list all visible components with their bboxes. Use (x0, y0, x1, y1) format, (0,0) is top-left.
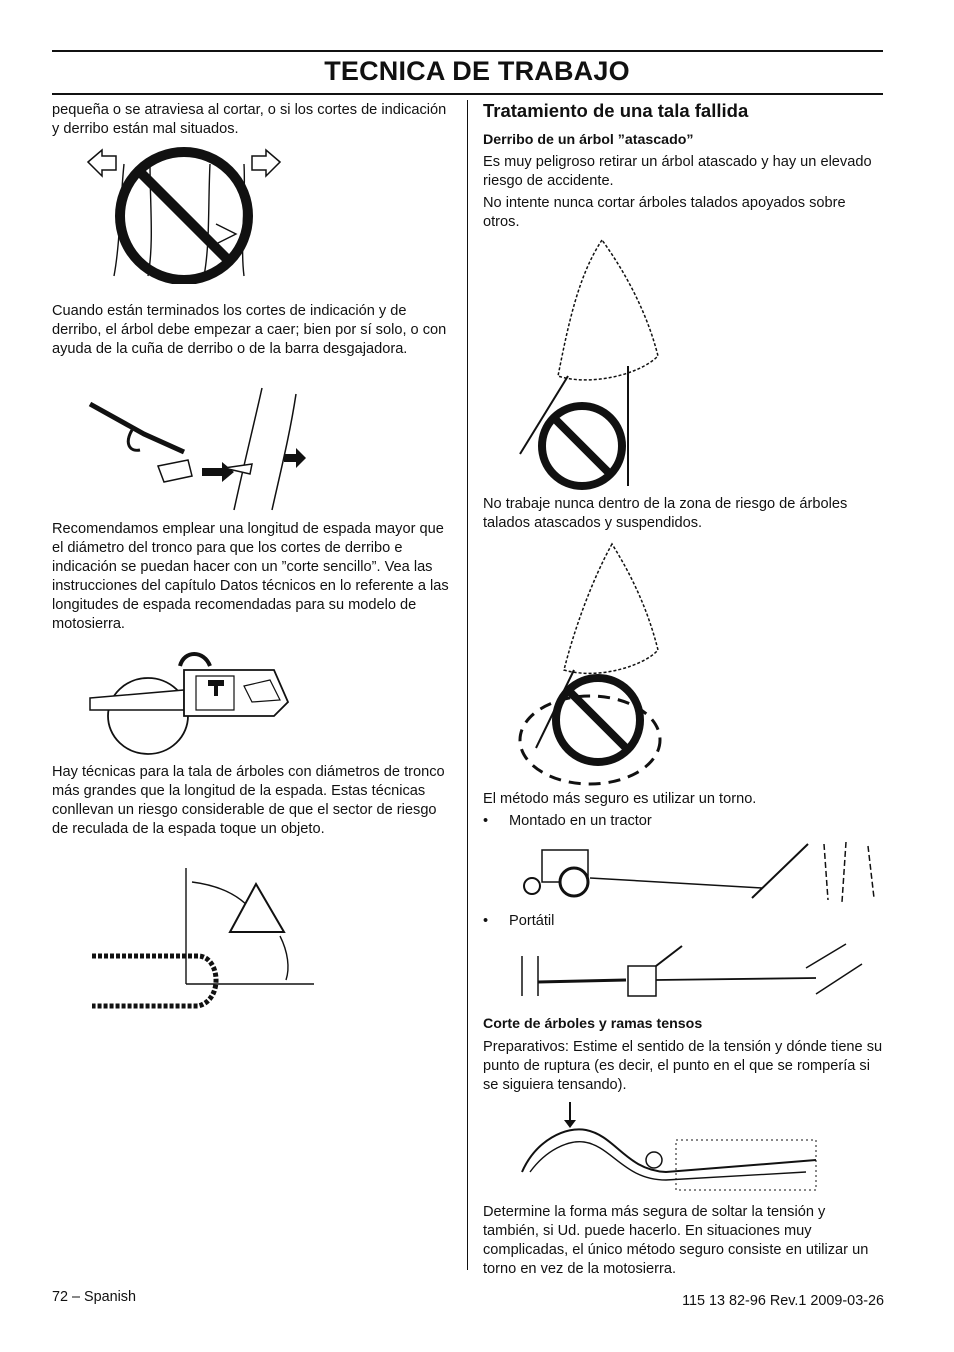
left-paragraph-3: Recomendamos emplear una longitud de espada mayor que el diámetro del tronco para que los cortes de derribo e indicación se puedan hacer con un ”corte sencillo”. Vea las instrucciones del capítulo Datos técnicos en lo referente a las longitudes de espada recomendadas para su modelo de motosierra. (52, 521, 449, 632)
title-underline (52, 93, 883, 95)
bullet-symbol: • (483, 913, 489, 929)
right-paragraph-4: El método más seguro es utilizar un torno. (483, 791, 757, 807)
left-paragraph-1: pequeña o se atraviesa al cortar, o si los cortes de indicación y derribo están mal situados. (52, 102, 447, 137)
subheading-stuck-tree: Derribo de un árbol ”atascado” (483, 132, 694, 148)
figure-portable-winch (516, 938, 886, 1004)
document-code: 115 13 82-96 Rev.1 2009-03-26 (682, 1293, 884, 1309)
right-paragraph-5: Preparativos: Estime el sentido de la tensión y dónde tiene su punto de ruptura (es decir, el punto en el que se rompería si se siguiera tensando). (483, 1039, 883, 1093)
left-paragraph-4: Hay técnicas para la tala de árboles con diámetros de tronco más grandes que la longitud de la espada. Estas técnicas conllevan un riesgo considerable de que el sector de riesgo de reculada de la espada toque un objeto. (52, 764, 445, 837)
top-rule (52, 50, 883, 52)
right-paragraph-3: No trabaje nunca dentro de la zona de riesgo de árboles talados atascados y suspendidos. (483, 496, 848, 531)
bullet-portable (483, 913, 554, 929)
figure-danger-zone (508, 540, 668, 790)
section-heading: Tratamiento de una tala fallida (483, 100, 749, 121)
column-divider (467, 100, 468, 1270)
bullet-tractor (483, 813, 652, 829)
left-paragraph-2: Cuando están terminados los cortes de indicación y de derribo, el árbol debe empezar a caer; bien por sí solo, o con ayuda de la cuña de derribo o de la barra desgajadora. (52, 303, 447, 357)
figure-saw-log (84, 640, 294, 760)
bullet-symbol: • (483, 813, 489, 829)
right-paragraph-1: Es muy peligroso retirar un árbol atascado y hay un elevado riesgo de accidente. (483, 154, 872, 189)
figure-felling-wedge (84, 384, 314, 514)
page-title: TECNICA DE TRABAJO (324, 56, 630, 86)
figure-tractor-winch (512, 838, 882, 906)
bullet-portable-label: Portátil (509, 913, 555, 929)
figure-no-cutting-stuck-tree (508, 236, 678, 496)
subheading-tensioned-trees: Corte de árboles y ramas tensos (483, 1016, 703, 1032)
right-paragraph-2: No intente nunca cortar árboles talados apoyados sobre otros. (483, 195, 846, 230)
bullet-tractor-label: Montado en un tractor (509, 813, 652, 829)
figure-kickback-zone (84, 864, 320, 1024)
right-paragraph-6: Determine la forma más segura de soltar la tensión y también, si Ud. puede hacerlo. En situaciones muy complicadas, el único método seguro consiste en utilizar un torno en vez de la motosierra. (483, 1204, 869, 1277)
figure-bad-cuts (84, 144, 284, 284)
figure-tension-branch (516, 1100, 826, 1200)
page-number: 72 – Spanish (52, 1289, 137, 1305)
